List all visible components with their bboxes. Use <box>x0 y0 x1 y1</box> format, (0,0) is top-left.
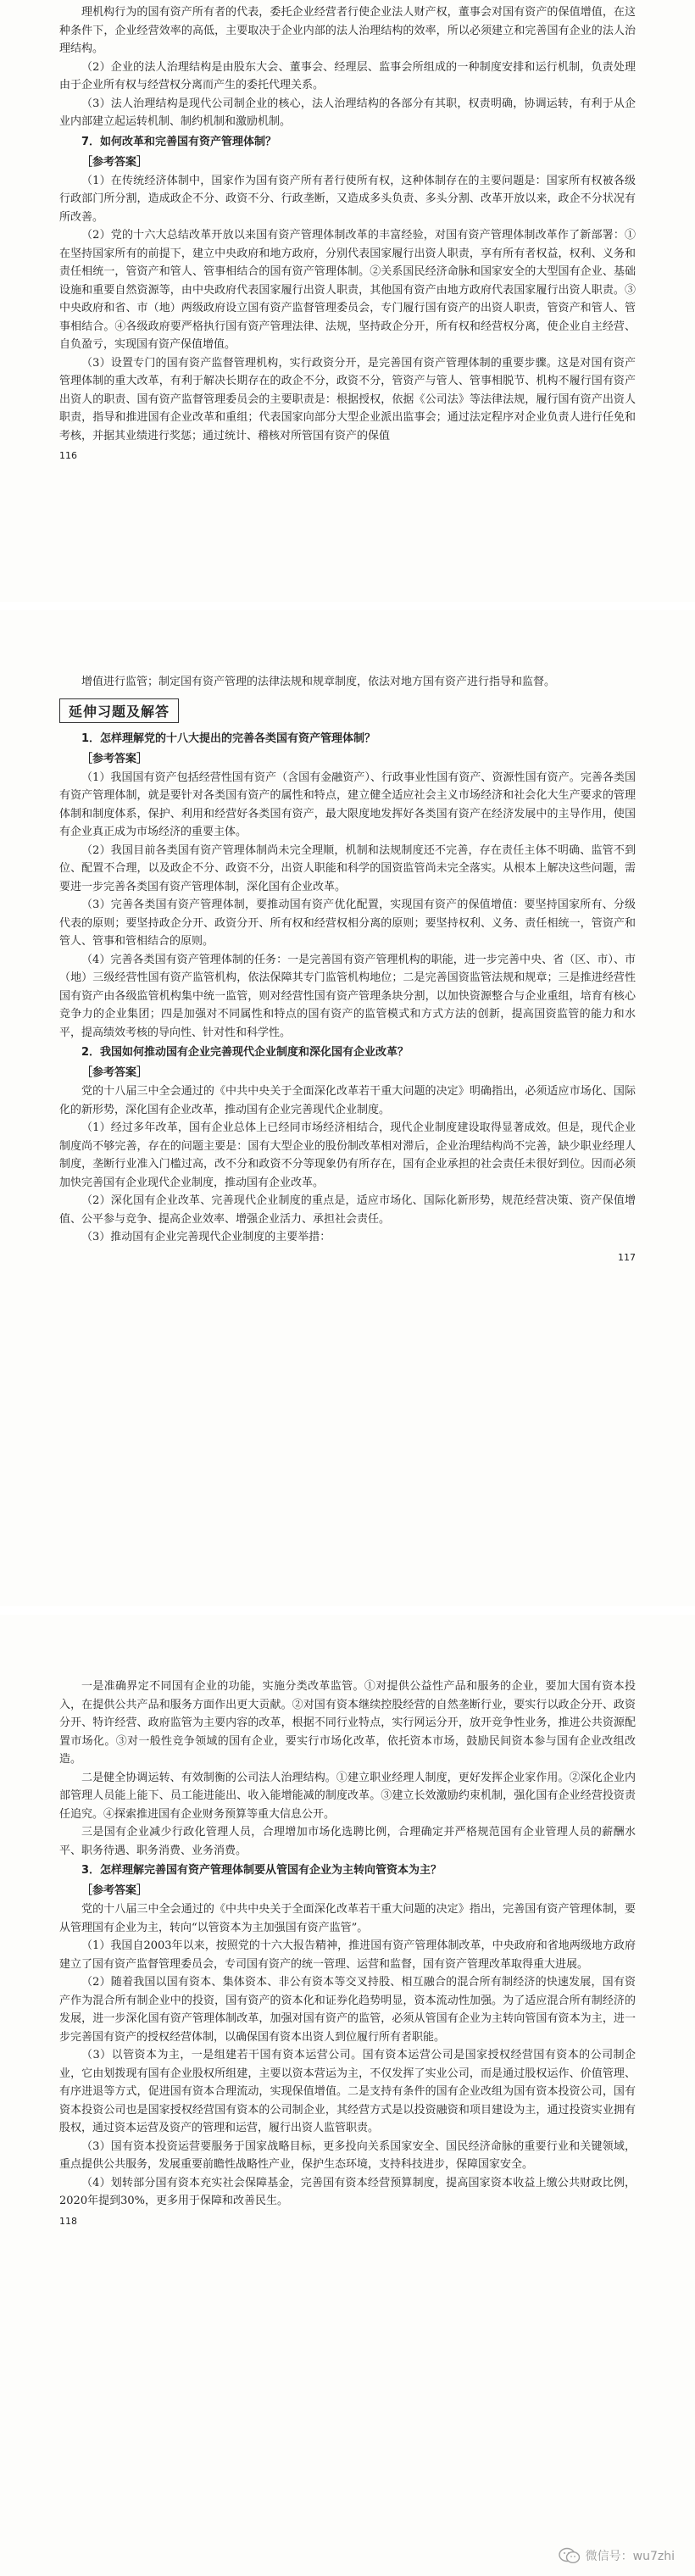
section-title: 延伸习题及解答 <box>59 698 179 723</box>
answer-label: ［参考答案］ <box>81 752 148 765</box>
answer-paragraph: （2）我国目前各类国有资产管理体制尚未完全理顺，机制和法规制度还不完善，存在责任主体不明确、监管不到位、配置不合理，以及政企不分、政资不分，出资人职能和科学的国资监管尚未完全落实。从根本上解决这些问题，需要进一步完善各类国有资产管理体制，深化国有企业改革。 <box>59 843 636 893</box>
watermark <box>559 2547 675 2564</box>
continuation-paragraph: 增值进行监管；制定国有资产管理的法律法规和规章制度，依法对地方国有资产进行指导和监督。 <box>81 676 556 688</box>
answer-paragraph: （1）在传统经济体制中，国家作为国有资产所有者行使所有权，这种体制存在的主要问题是：国家所有权被各级行政部门所分割，造成政企不分、政资不分、行政垄断，又造成多头负责、多头分割、改革开放以来，政企不分状况有所改善。 <box>59 174 636 224</box>
answer-paragraph: （2）深化国有企业改革、完善现代企业制度的重点是，适应市场化、国际化新形势，规范经营决策、资产保值增值、公平参与竞争、提高企业效率、增强企业活力、承担社会责任。 <box>59 1194 636 1226</box>
question-1: 1．怎样理解党的十八大提出的完善各类国有资产管理体制？ <box>81 732 376 745</box>
wechat-icon <box>559 2547 581 2564</box>
answer-paragraph: （3）以管资本为主，一是组建若干国有资本运营公司。国有资本运营公司是国家授权经营国有资本的公司制企业，它由划拨现有国有企业股权所组建，主要以资本营运为主，不仅发挥了实业公司，而是通过股权运作、价值管理、有序进退等方式，促进国有资本合理流动，实现保值增值。二是支持有条件的国有企业改组为国有资本投资公司，国有资本投资公司也是国家授权经营国有资本的公司制企业，其经营方式是以投资融资和项目建设为主，通过投资实业拥有股权，通过资本运营及资产的管理和运营，履行出资人监管职责。 <box>59 2049 636 2134</box>
answer-paragraph: （1）我国自2003年以来，按照党的十六大报告精神，推进国有资产管理体制改革，中央政府和省地两级地方政府建立了国有资产监督管理委员会，专司国有资产的统一管理、运营和监督，国有资产管理改革取得重大进展。 <box>59 1939 636 1971</box>
paragraph: （3）法人治理结构是现代公司制企业的核心，法人治理结构的各部分有其职，权责明确，协调运转，有利于从企业内部建立起运转机制、制约机制和激励机制。 <box>59 97 636 128</box>
question-3: 3．怎样理解完善国有资产管理体制要从管国有企业为主转向管资本为主？ <box>81 1864 442 1877</box>
page-number: 117 <box>618 1251 636 1263</box>
answer-paragraph: （4）完善各类国有资产管理体制的任务：一是完善国有资产管理机构的职能，进一步完善中央、省（区、市）、市（地）三级经营性国有资产监管机构，依法保障其专门监管机构地位；二是完善国资监管法规和规章；三是推进经营性国有资产由各级监管机构集中统一监管，则对经营性国有资产管理条块分割，以加快资源整合与企业重组，培育有核心竞争力的企业集团；四是加强对不同属性和特点的国有资产的监管模式和方式方法的创新，提高国资监管的能力和水平，提高绩效考核的导向性、针对性和科学性。 <box>59 953 636 1039</box>
question-7: 7．如何改革和完善国有资产管理体制？ <box>81 135 277 148</box>
paragraph: 二是健全协调运转、有效制衡的公司法人治理结构。①建立职业经理人制度，更好发挥企业家作用。②深化企业内部管理人员能上能下、员工能进能出、收入能增能减的制度改革。③建立长效激励约束机制，强化国有企业经营投资责任追究。④探索推进国有企业财务预算等重大信息公开。 <box>59 1771 636 1821</box>
blank-space <box>59 1618 636 1677</box>
page-number: 116 <box>59 450 77 461</box>
answer-label: ［参考答案］ <box>81 155 148 169</box>
paragraph: 理机构行为的国有资产所有者的代表，委托企业经营者行使企业法人财产权，董事会对国有资产的保值增值，在这种条件下，企业经营效率的高低，主要取决于企业内部的法人治理结构的效率，所以必须建立和完善国有企业的法人治理结构。 <box>59 6 636 55</box>
answer-label: ［参考答案］ <box>81 1066 148 1079</box>
answer-paragraph: （3）国有资本投资运营要服务于国家战略目标，更多投向关系国家安全、国民经济命脉的重要行业和关键领域，重点提供公共服务，发展重要前瞻性战略性产业，保护生态环境，支持科技进步，保障国家安全。 <box>59 2139 636 2171</box>
question-2: 2．我国如何推动国有企业完善现代企业制度和深化国有企业改革？ <box>81 1046 409 1059</box>
answer-paragraph: （4）划转部分国有资本充实社会保障基金，完善国有资本经营预算制度，提高国家资本收益上缴公共财政比例，2020年提到30%，更多用于保障和改善民生。 <box>59 2176 636 2207</box>
answer-label: ［参考答案］ <box>81 1884 148 1897</box>
page-118 <box>0 1615 695 2576</box>
paragraph: （2）企业的法人治理结构是由股东大会、董事会、经理层、监事会所组成的一种制度安排和运行机制，负责处理由于企业所有权与经营权分离而产生的委托代理关系。 <box>59 60 636 92</box>
page-116 <box>0 0 695 602</box>
answer-paragraph: 党的十八届三中全会通过的《中共中央关于全面深化改革若干重大问题的决定》明确指出，必须适应市场化、国际化的新形势，深化国有企业改革，推动国有企业完善现代企业制度。 <box>59 1085 636 1116</box>
answer-paragraph: （1）我国国有资产包括经营性国有资产（含国有金融资产）、行政事业性国有资产、资源性国有资产。完善各类国有资产管理体制，就是要针对各类国有资产的属性和特点，建立健全适应社会主义市场经济和社会化大生产要求的管理体制和制度体系，保护、利用和经营好各类国有资产，最大限度地发挥好各类国有资产在经济发展中的主导作用，使国有企业真正成为市场经济的重要主体。 <box>59 771 636 838</box>
answer-paragraph: （2）随着我国以国有资本、集体资本、非公有资本等交叉持股、相互融合的混合所有制经济的快速发展，国有资产作为混合所有制企业中的投资，国有资产的资本化和证券化趋势明显，资本流动性加强。为了适应混合所有制经济的发展，进一步深化国有资产管理体制改革，加强对国有资产的监管，必须从管国有企业为主转向管国有资本为主，进一步完善国有资产的授权经营体制，以确保国有资本出资人到位履行所有者职能。 <box>59 1976 636 2044</box>
answer-paragraph: （3）完善各类国有资产管理体制，要推动国有资产优化配置，实现国有资产的保值增值：要坚持国家所有、分级代表的原则；要坚持政企分开、政资分开、所有权和经营权相分离的原则；要坚持权利、义务、责任相统一，管资产和管人、管事和管相结合的原则。 <box>59 899 636 948</box>
answer-paragraph: 党的十八届三中全会通过的《中共中央关于全面深化改革若干重大问题的决定》指出，完善国有资产管理体制，要从管理国有企业为主，转向“以管资本为主加强国有资产监管”。 <box>59 1903 636 1934</box>
answer-paragraph: （1）经过多年改革，国有企业总体上已经同市场经济相结合，现代企业制度建设取得显著成效。但是，现代企业制度尚不够完善，存在的问题主要是：国有大型企业的股份制改革相对滞后，企业治理结构尚不完善，缺少职业经理人制度，垄断行业准入门槛过高，改不分和政资不分等现象仍有所存在，国有企业承担的社会责任未很好到位。因而必须加快完善国有企业现代企业制度，推动国有企业改革。 <box>59 1121 636 1189</box>
paragraph: 三是国有企业减少行政化管理人员，合理增加市场化选聘比例，合理确定并严格规范国有企业管理人员的薪酬水平、职务待遇、职务消费、业务消费。 <box>59 1826 636 1857</box>
blank-space <box>59 614 636 673</box>
page-117 <box>0 610 695 1606</box>
answer-paragraph: （3）设置专门的国有资产监督管理机构，实行政资分开，是完善国有资产管理体制的重要步骤。这是对国有资产管理体制的重大改革，有利于解决长期存在的政企不分，政资不分，管资产与管人、管事相脱节、机构不履行国有资产出资人的职责、国有资产监督管理委员会的主要职责是：根据授权，依据《公司法》等法律法规，履行国有资产出资人职责，指导和推进国有企业改革和重组；代表国家向部分大型企业派出监事会；通过法定程序对企业负责人进行任免和考核，并据其业绩进行奖惩；通过统计、稽核对所管国有资产的保值 <box>59 356 636 442</box>
page-number: 118 <box>59 2215 77 2227</box>
watermark-text: 微信号：wu7zhi <box>585 2550 675 2563</box>
answer-paragraph: （3）推动国有企业完善现代企业制度的主要举措： <box>81 1231 331 1243</box>
paragraph: 一是准确界定不同国有企业的功能，实施分类改革监管。①对提供公益性产品和服务的企业，要加大国有资本投入，在提供公共产品和服务方面作出更大贡献。②对国有资本继续控股经营的自然垄断行业，要实行以政企分开、政资分开、特许经营、政府监管为主要内容的改革，根据不同行业特点，实行网运分开，放开竞争性业务，推进公共资源配置市场化。③对一般性竞争领域的国有企业，要实行市场化改革，依托资本市场，鼓励民间资本参与国有企业改组改造。 <box>59 1680 636 1766</box>
answer-paragraph: （2）党的十六大总结改革开放以来国有资产管理体制改革的丰富经验，对国有资产管理体制改革作了新部署：①在坚持国家所有的前提下，建立中央政府和地方政府，分别代表国家履行出资人职责，享有所有者权益，权利、义务和责任相统一，管资产和管人、管事相结合的国有资产管理体制。②关系国民经济命脉和国家安全的大型国有企业、基础设施和重要自然资源等，由中央政府代表国家履行出资人职责，其他国有资产由地方政府代表国家履行出资人职责。③中央政府和省、市（地）两级政府设立国有资产监督管理委员会，专门履行国有资产的出资人职责，管资产和管人、管事相结合。④各级政府要严格执行国有资产管理法律、法规，坚持政企分开，所有权和经营权分离，使企业自主经营、自负盈亏，实现国有资产保值增值。 <box>59 229 636 351</box>
